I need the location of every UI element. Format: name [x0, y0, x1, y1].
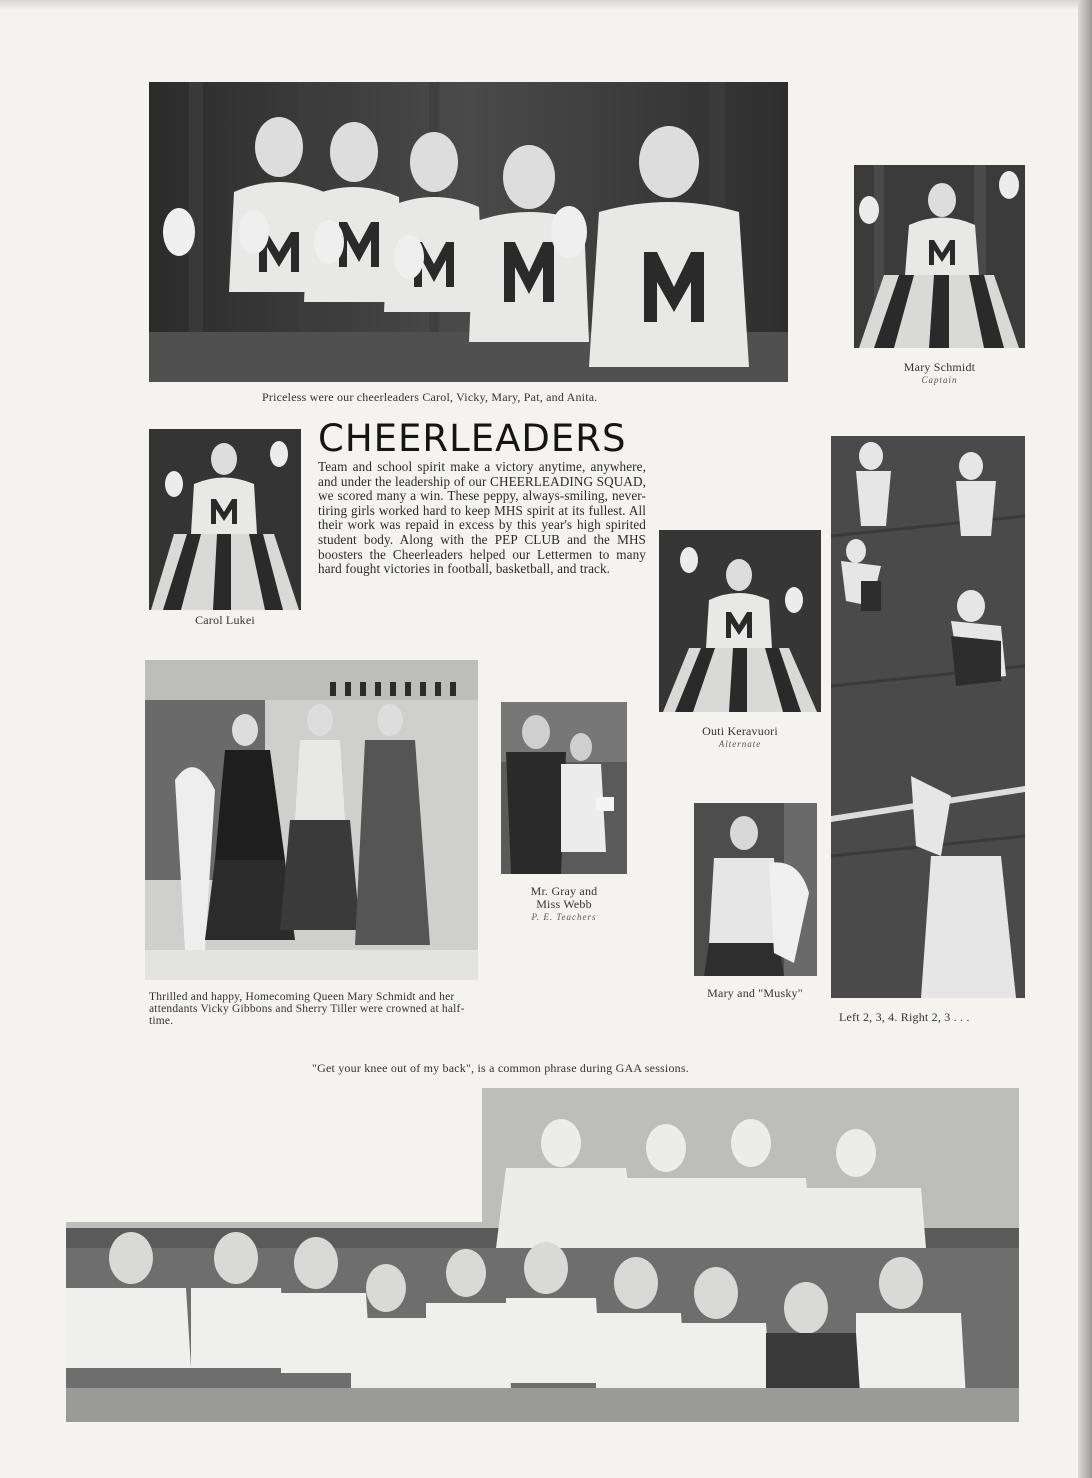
carol-lukei-caption: Carol Lukei: [195, 613, 255, 627]
body-text: Team and school spirit make a victory anytime, anywhere, and under the leadership of our CHEERLEADING SQUAD, we scored many a win. These peppy, always-smiling, never-tiring girls worked hard to keep MHS spirit at its fullest. All their work was repaid in excess by this year's high spirited student body. Along with the PEP CLUB and the MHS boosters the Cheerleaders helped our Lettermen to many hard fought victories in football, basketball, and track.: [318, 459, 646, 577]
cheerleaders-group-photo: [149, 82, 788, 382]
outi-keravuori-role: Alternate: [718, 739, 762, 749]
outi-keravuori-caption: [659, 725, 821, 751]
outi-keravuori-name: Outi Keravuori: [702, 724, 778, 738]
page-blank-area: [66, 1088, 482, 1222]
carol-lukei-photo: [149, 429, 301, 610]
teachers-names: Mr. Gray and Miss Webb: [530, 884, 598, 911]
outi-keravuori-photo: [659, 530, 821, 712]
homecoming-court-photo: [145, 660, 478, 980]
mary-schmidt-name: Mary Schmidt: [903, 360, 976, 374]
gym-exercise-photo: [831, 436, 1025, 998]
page-edge-top: [0, 0, 1092, 10]
gaa-caption: "Get your knee out of my back", is a common phrase during GAA sessions.: [312, 1061, 689, 1075]
musky-caption: Mary and "Musky": [707, 986, 803, 1000]
mary-schmidt-role: Captain: [921, 375, 958, 385]
top-group-caption: Priceless were our cheerleaders Carol, Vicky, Mary, Pat, and Anita.: [262, 390, 598, 404]
page-title: CHEERLEADERS: [318, 417, 627, 460]
teachers-photo: [501, 702, 627, 874]
page-edge-right: [1078, 0, 1092, 1478]
teachers-role: P. E. Teachers: [531, 912, 597, 922]
mary-schmidt-caption: [854, 361, 1025, 387]
homecoming-caption: Thrilled and happy, Homecoming Queen Mary Schmidt and her attendants Vicky Gibbons and Sherry Tiller were crowned at half-time.: [149, 991, 465, 1027]
mary-schmidt-photo: [854, 165, 1025, 348]
teachers-caption: [501, 885, 627, 924]
mary-and-musky-photo: [694, 803, 817, 976]
gym-exercise-caption: Left 2, 3, 4. Right 2, 3 . . .: [839, 1010, 970, 1024]
